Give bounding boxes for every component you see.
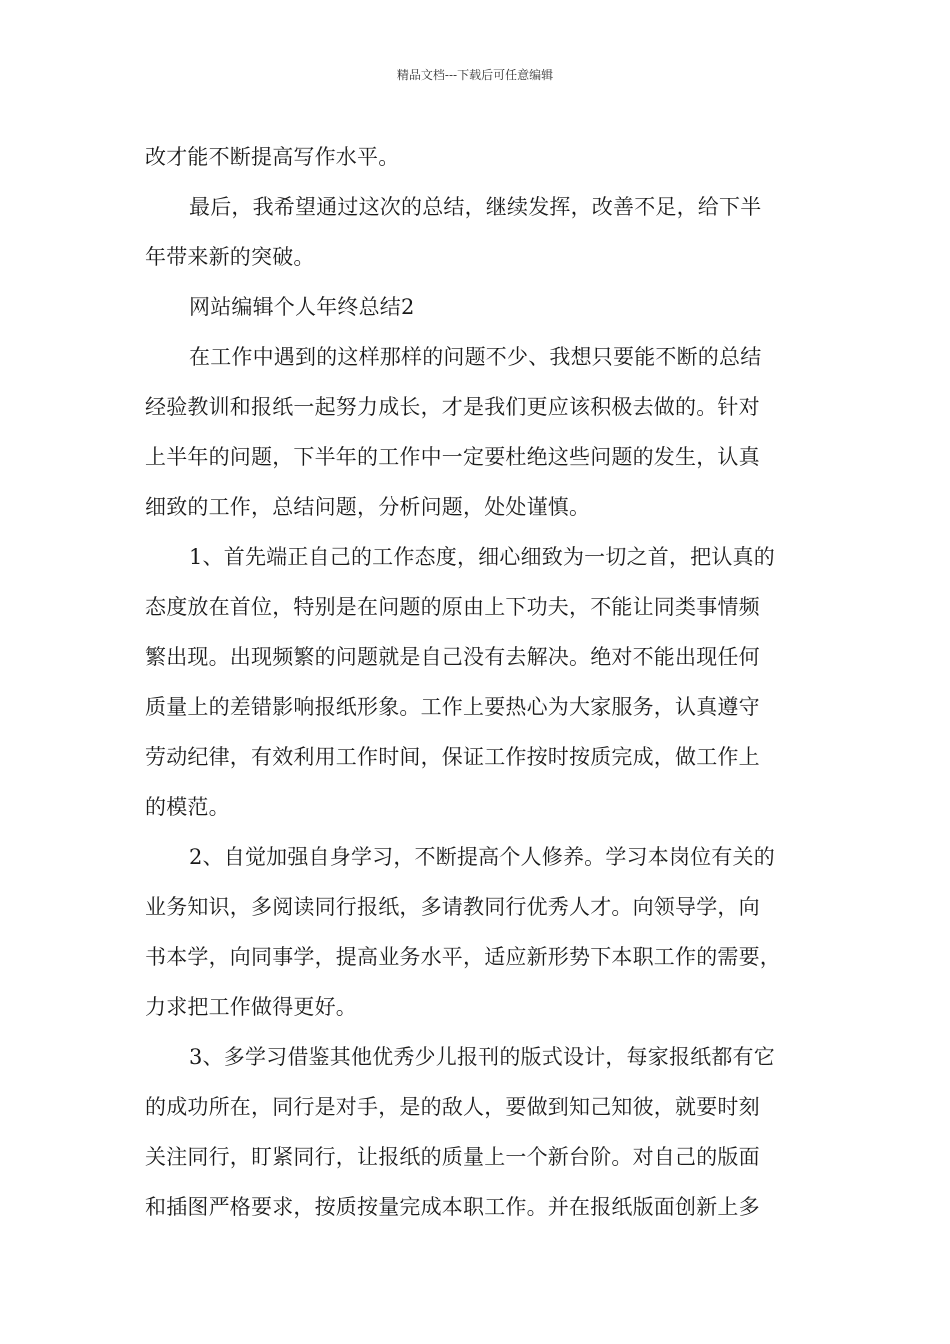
text-line: 上半年的问题，下半年的工作中一定要杜绝这些问题的发生，认真 xyxy=(145,445,760,469)
text-line: 的模范。 xyxy=(145,795,230,819)
text-line: 经验教训和报纸一起努力成长，才是我们更应该积极去做的。针对 xyxy=(145,395,760,419)
text-line: 3、多学习借鉴其他优秀少儿报刊的版式设计，每家报纸都有它 xyxy=(189,1045,775,1069)
document-body xyxy=(145,132,825,1232)
text-line: 1、首先端正自己的工作态度，细心细致为一切之首，把认真的 xyxy=(189,545,775,569)
text-line: 力求把工作做得更好。 xyxy=(145,995,357,1019)
text-line: 2、自觉加强自身学习，不断提高个人修养。学习本岗位有关的 xyxy=(189,845,775,869)
text-line: 和插图严格要求，按质按量完成本职工作。并在报纸版面创新上多 xyxy=(145,1195,760,1219)
text-line: 的成功所在，同行是对手，是的敌人，要做到知己知彼，就要时刻 xyxy=(145,1095,760,1119)
text-line: 繁出现。出现频繁的问题就是自己没有去解决。绝对不能出现任何 xyxy=(145,645,760,669)
text-line: 态度放在首位，特别是在问题的原由上下功夫，不能让同类事情频 xyxy=(145,595,760,619)
text-line: 改才能不断提高写作水平。 xyxy=(145,145,400,169)
text-line: 关注同行，盯紧同行，让报纸的质量上一个新台阶。对自己的版面 xyxy=(145,1145,760,1169)
text-line: 质量上的差错影响报纸形象。工作上要热心为大家服务，认真遵守 xyxy=(145,695,760,719)
text-line: 网站编辑个人年终总结2 xyxy=(189,295,415,319)
text-line: 细致的工作，总结问题，分析问题，处处谨慎。 xyxy=(145,495,591,519)
text-line: 在工作中遇到的这样那样的问题不少、我想只要能不断的总结 xyxy=(189,345,762,369)
page-header: 精品文档---下载后可任意编辑 xyxy=(396,68,554,82)
text-line: 业务知识，多阅读同行报纸，多请教同行优秀人才。向领导学，向 xyxy=(145,895,760,919)
text-line: 最后，我希望通过这次的总结，继续发挥，改善不足，给下半 xyxy=(189,195,762,219)
text-line: 劳动纪律，有效利用工作时间，保证工作按时按质完成，做工作上 xyxy=(145,745,760,769)
text-line: 书本学，向同事学，提高业务水平，适应新形势下本职工作的需要， xyxy=(145,945,781,969)
text-line: 年带来新的突破。 xyxy=(145,245,315,269)
